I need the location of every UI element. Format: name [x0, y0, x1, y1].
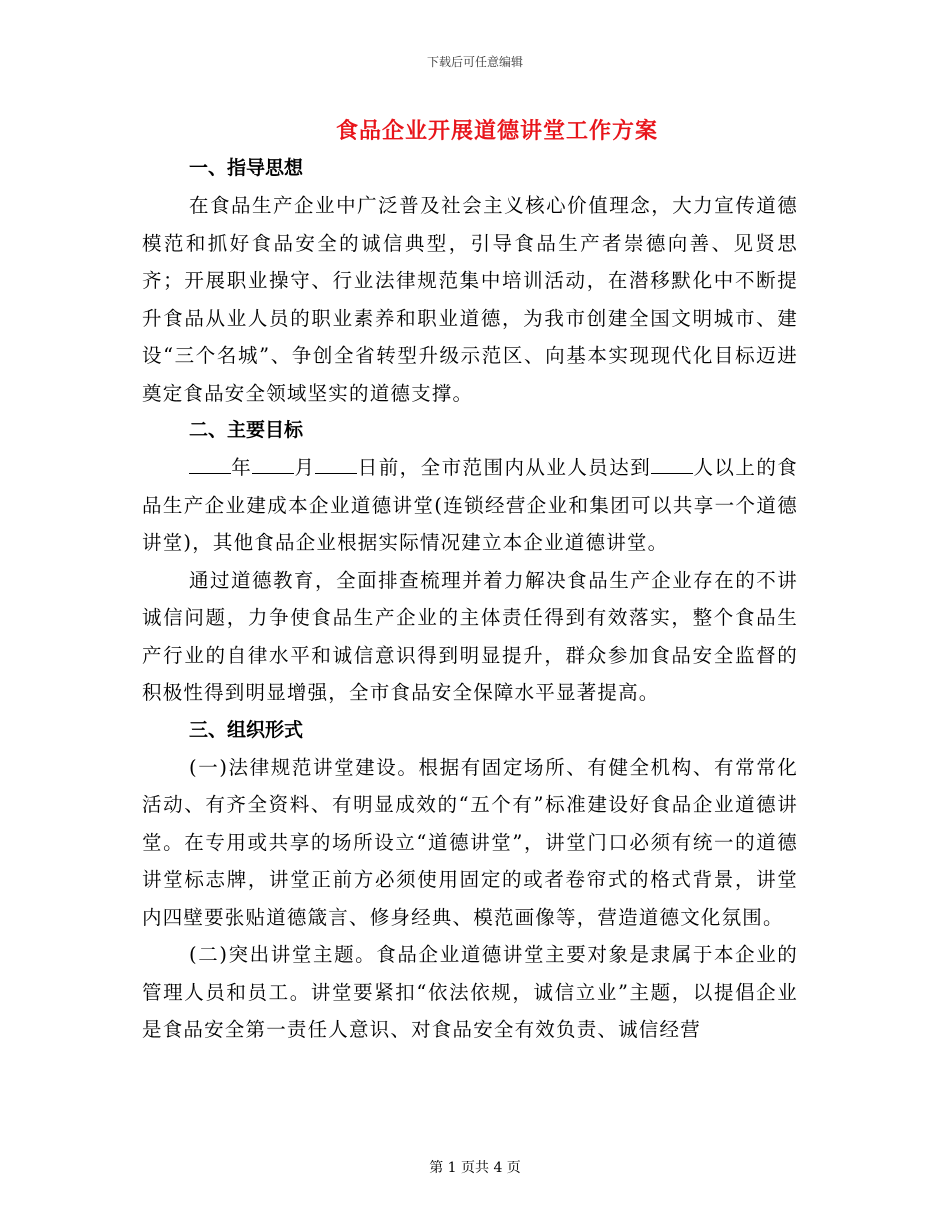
- section-guiding-ideology: [142, 150, 798, 412]
- paragraph: 通过道德教育，全面排查梳理并着力解决食品生产企业存在的不讲诚信问题，力争使食品生产企业的主体责任得到有效落实，整个食品生产行业的自律水平和诚信意识得到明显提升，群众参加食品安全监督的积极性得到明显增强，全市食品安全保障水平显著提高。: [142, 568, 798, 704]
- text-month: 月: [294, 456, 316, 479]
- section-main-goals: [142, 412, 798, 712]
- blank-month: [252, 455, 294, 474]
- section-heading: 三、组织形式: [189, 718, 304, 741]
- document-title: 食品企业开展道德讲堂工作方案: [335, 118, 658, 144]
- target-paragraph: [142, 449, 798, 562]
- paragraph: (一)法律规范讲堂建设。根据有固定场所、有健全机构、有常常化活动、有齐全资料、有明显成效的“五个有”标准建设好食品企业道德讲堂。在专用或共享的场所设立“道德讲堂”，讲堂门口必须有统一的道德讲堂标志牌，讲堂正前方必须使用固定的或者卷帘式的格式背景，讲堂内四壁要张贴道德箴言、修身经典、模范画像等，营造道德文化氛围。: [142, 755, 798, 929]
- page-header-note: 下载后可任意编辑: [426, 55, 523, 69]
- text-rest: 人以上的食品生产企业建成本企业道德讲堂(连锁经营企业和集团可以共享一个道德讲堂)，其他食品企业根据实际情况建立本企业道德讲堂。: [142, 456, 798, 554]
- blank-count: [651, 455, 693, 474]
- section-organization-form: [142, 712, 798, 1049]
- page-number-footer: 第 1 页共 4 页: [429, 1160, 521, 1176]
- text-year: 年: [231, 456, 253, 479]
- paragraph: (二)突出讲堂主题。食品企业道德讲堂主要对象是隶属于本企业的管理人员和员工。讲堂要紧扣“依法依规，诚信立业”主题，以提倡企业是食品安全第一责任人意识、对食品安全有效负责、诚信经营: [142, 943, 798, 1041]
- paragraph: 在食品生产企业中广泛普及社会主义核心价值理念，大力宣传道德模范和抓好食品安全的诚信典型，引导食品生产者崇德向善、见贤思齐；开展职业操守、行业法律规范集中培训活动，在潜移默化中不断提升食品从业人员的职业素养和职业道德，为我市创建全国文明城市、建设“三个名城”、争创全省转型升级示范区、向基本实现现代化目标迈进奠定食品安全领域坚实的道德支撑。: [142, 194, 798, 405]
- blank-year: [189, 455, 231, 474]
- text-day-clause: 日前，全市范围内从业人员达到: [357, 456, 652, 479]
- section-heading: 一、指导思想: [189, 157, 304, 179]
- document-body: [142, 150, 798, 1049]
- section-heading: 二、主要目标: [189, 419, 304, 441]
- blank-day: [315, 455, 357, 474]
